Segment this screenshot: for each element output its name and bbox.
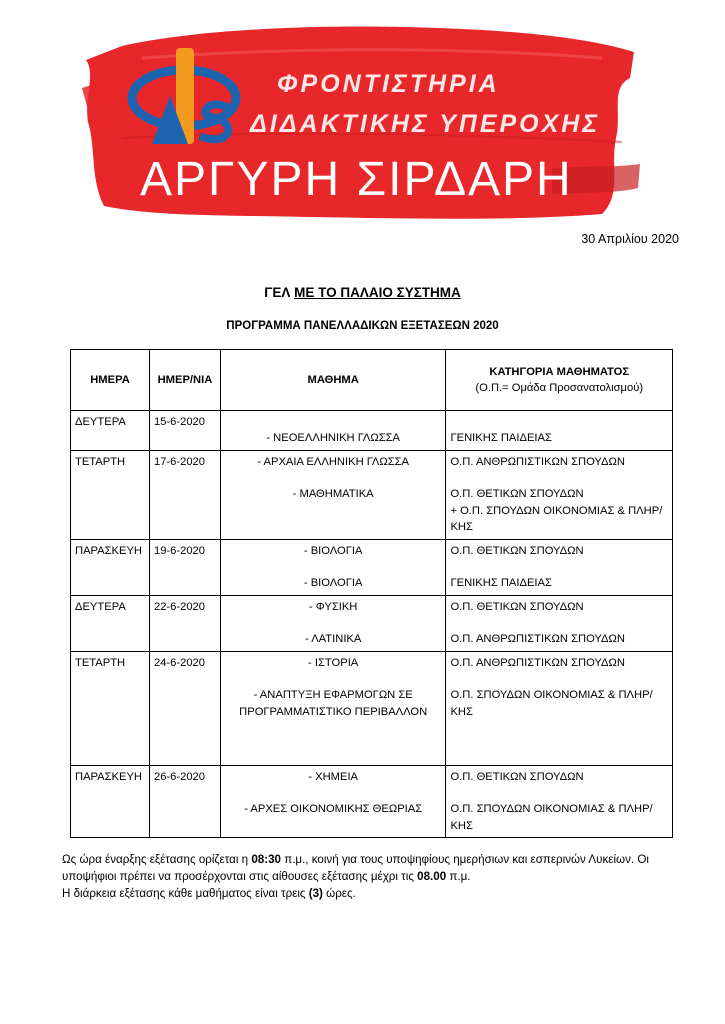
cell-date: 15-6-2020 (149, 411, 220, 451)
header-day: ΗΜΕΡΑ (71, 350, 150, 411)
cell-day: ΠΑΡΑΣΚΕΥΗ (71, 539, 150, 595)
category-item: Ο.Π. ΣΠΟΥΔΩΝ ΟΙΚΟΝΟΜΙΑΣ & ΠΛΗΡ/ΚΗΣ (450, 803, 653, 832)
header-banner (82, 18, 642, 228)
start-time: 08:30 (251, 853, 281, 866)
category-item: Ο.Π. ΘΕΤΙΚΩΝ ΣΠΟΥΔΩΝ (450, 770, 584, 783)
table-header-row (71, 350, 673, 411)
note-text: Η διάρκεια εξέτασης κάθε μαθήματος είναι τρεις (62, 887, 309, 900)
exam-schedule-table (70, 349, 673, 838)
arrival-time: 08.00 (417, 870, 447, 883)
table-row (71, 539, 673, 595)
subject-item: - ΛΑΤΙΝΙΚΑ (304, 633, 362, 645)
category-item: Ο.Π. ΘΕΤΙΚΩΝ ΣΠΟΥΔΩΝ (450, 488, 584, 500)
subject-item: - ΦΥΣΙΚΗ (308, 600, 358, 613)
cell-day: ΠΑΡΑΣΚΕΥΗ (71, 765, 150, 838)
header-category-note: (Ο.Π.= Ομάδα Προσανατολισμού) (475, 382, 644, 394)
table-row (71, 595, 673, 651)
subject-item: - ΒΙΟΛΟΓΙΑ (303, 544, 363, 557)
category-item: Ο.Π. ΣΠΟΥΔΩΝ ΟΙΚΟΝΟΜΙΑΣ & ΠΛΗΡ/ΚΗΣ (450, 689, 653, 718)
subject-item: - ΑΝΑΠΤΥΞΗ ΕΦΑΡΜΟΓΩΝ ΣΕ ΠΡΟΓΡΑΜΜΑΤΙΣΤΙΚΟ ΠΕΡΙΒΑΛΛΟΝ (239, 689, 428, 718)
cell-date: 17-6-2020 (149, 450, 220, 539)
category-item: Ο.Π. ΑΝΘΡΩΠΙΣΤΙΚΩΝ ΣΠΟΥΔΩΝ (450, 633, 625, 645)
cell-day: ΔΕΥΤΕΡΑ (71, 411, 150, 451)
duration-hours: (3) (308, 887, 323, 900)
document-date: 30 Απριλίου 2020 (581, 232, 679, 246)
header-category-title: ΚΑΤΗΓΟΡΙΑ ΜΑΘΗΜΑΤΟΣ (489, 365, 630, 378)
category-item: Ο.Π. ΘΕΤΙΚΩΝ ΣΠΟΥΔΩΝ (450, 544, 584, 557)
brand-logo-icon (122, 40, 252, 150)
table-row (71, 765, 673, 838)
cell-day: ΔΕΥΤΕΡΑ (71, 595, 150, 651)
brand-line-1: ΦΡΟΝΤΙΣΤΗΡΙΑ (277, 70, 500, 98)
document-subtitle: ΠΡΟΓΡΑΜΜΑ ΠΑΝΕΛΛΑΔΙΚΩΝ ΕΞΕΤΑΣΕΩΝ 2020 (226, 320, 499, 332)
note-text: π.μ. (446, 870, 471, 883)
cell-day: ΤΕΤΑΡΤΗ (71, 450, 150, 539)
note-text: ώρες. (322, 887, 356, 900)
title-prefix: ΓΕΛ (264, 285, 295, 300)
cell-subject (220, 450, 446, 539)
cell-category (446, 539, 673, 595)
header-subject: ΜΑΘΗΜΑ (220, 350, 446, 411)
cell-day: ΤΕΤΑΡΤΗ (71, 651, 150, 765)
subject-item: - ΑΡΧΑΙΑ ΕΛΛΗΝΙΚΗ ΓΛΩΣΣΑ (257, 455, 410, 468)
cell-date: 22-6-2020 (149, 595, 220, 651)
brand-line-2: ΔΙΔΑΚΤΙΚΗΣ ΥΠΕΡΟΧΗΣ (250, 110, 601, 138)
cell-subject (220, 765, 446, 838)
brand-name: ΑΡΓΥΡΗ ΣΙΡΔΑΡΗ (140, 153, 573, 206)
subject-item: - ΑΡΧΕΣ ΟΙΚΟΝΟΜΙΚΗΣ ΘΕΩΡΙΑΣ (244, 803, 423, 815)
table-row (71, 411, 673, 451)
cell-subject (220, 651, 446, 765)
header-category (446, 350, 673, 411)
category-item: ΓΕΝΙΚΗΣ ΠΑΙΔΕΙΑΣ (450, 577, 552, 589)
cell-date: 24-6-2020 (149, 651, 220, 765)
category-item: + Ο.Π. ΣΠΟΥΔΩΝ ΟΙΚΟΝΟΜΙΑΣ & ΠΛΗΡ/ΚΗΣ (450, 504, 663, 533)
subject-item: - ΒΙΟΛΟΓΙΑ (303, 577, 363, 589)
subject-item: - ΝΕΟΕΛΛΗΝΙΚΗ ΓΛΩΣΣΑ (266, 432, 400, 444)
category-item: Ο.Π. ΑΝΘΡΩΠΙΣΤΙΚΩΝ ΣΠΟΥΔΩΝ (450, 656, 625, 669)
category-item: Ο.Π. ΘΕΤΙΚΩΝ ΣΠΟΥΔΩΝ (450, 600, 584, 613)
cell-subject (220, 595, 446, 651)
cell-date: 19-6-2020 (149, 539, 220, 595)
cell-category (446, 411, 673, 451)
category-item: Ο.Π. ΑΝΘΡΩΠΙΣΤΙΚΩΝ ΣΠΟΥΔΩΝ (450, 455, 625, 468)
table-row (71, 651, 673, 765)
note-text: Ως ώρα έναρξης εξέτασης ορίζεται η (62, 853, 252, 866)
subject-item: - ΙΣΤΟΡΙΑ (308, 656, 359, 669)
subject-item: - ΜΑΘΗΜΑΤΙΚΑ (292, 488, 374, 500)
exam-notes (62, 851, 682, 902)
cell-category (446, 450, 673, 539)
category-item: ΓΕΝΙΚΗΣ ΠΑΙΔΕΙΑΣ (450, 432, 552, 444)
note-paragraph-1 (62, 851, 682, 885)
cell-category (446, 595, 673, 651)
title-underlined: ΜΕ ΤΟ ΠΑΛΑΙΟ ΣΥΣΤΗΜΑ (294, 285, 461, 300)
subject-item: - ΧΗΜΕΙΑ (308, 770, 359, 783)
cell-category (446, 651, 673, 765)
table-row (71, 450, 673, 539)
cell-subject (220, 539, 446, 595)
cell-date: 26-6-2020 (149, 765, 220, 838)
note-paragraph-2 (62, 885, 682, 902)
note-text: π.μ., κοινή για τους υποψηφίους ημερήσιων και εσπερινών Λυκείων. Οι υποψήφιοι πρέπει να προσέρχονται στις αίθουσες εξέτασης μέχρι τις (62, 853, 649, 883)
cell-subject (220, 411, 446, 451)
document-title (0, 285, 725, 300)
cell-category (446, 765, 673, 838)
header-date: ΗΜΕΡ/ΝΙΑ (149, 350, 220, 411)
